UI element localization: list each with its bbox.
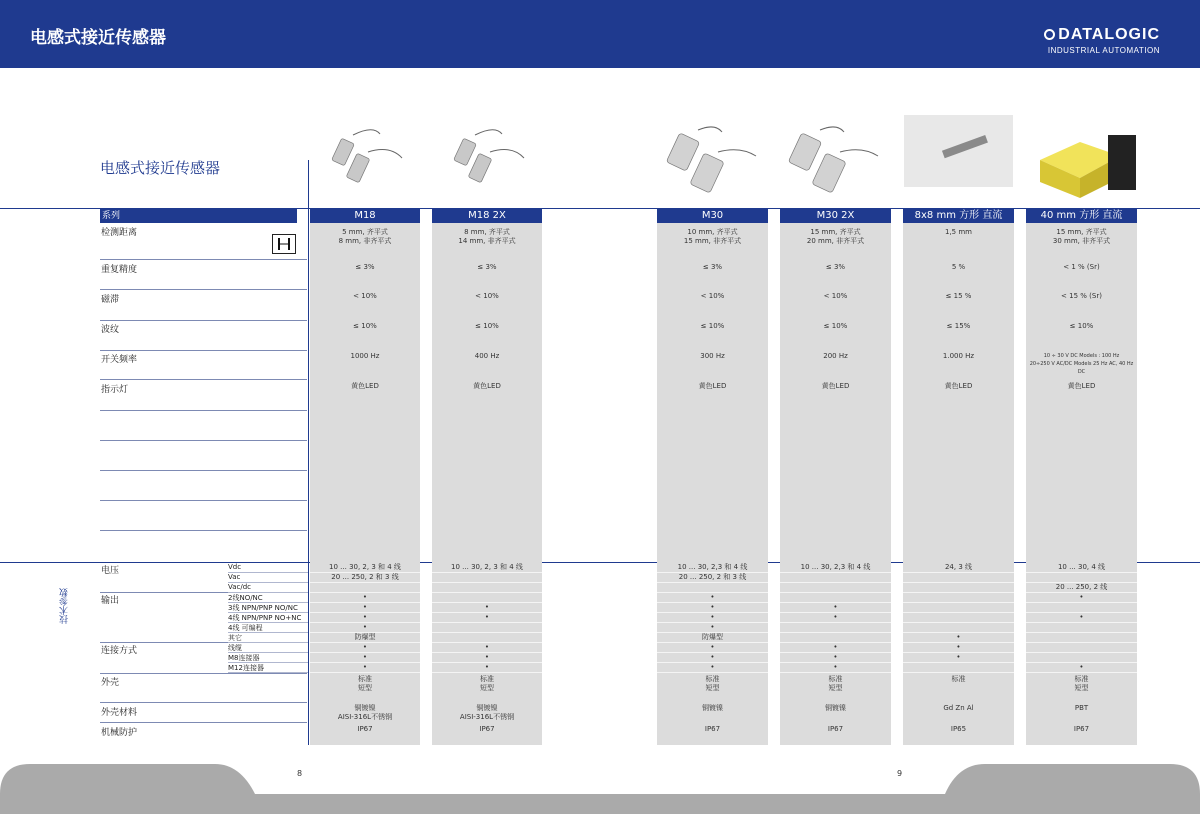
divider-middle	[0, 562, 1200, 563]
tech-cell	[1026, 573, 1137, 583]
tech-label-connection: 连接方式	[101, 646, 138, 656]
tech-cell	[657, 583, 768, 593]
tech-cell-material: 铜镀镍 AISI-316L不锈钢	[337, 704, 393, 721]
spec-cell-repeat: ≤ 3%	[825, 263, 846, 271]
tech-cell: •	[432, 643, 542, 653]
tech-cell: •	[310, 653, 420, 663]
logo-mark-icon	[1044, 29, 1055, 40]
tech-cell	[432, 633, 542, 643]
spec-cell-hyst: < 10%	[700, 292, 725, 300]
tech-cell-ip: IP67	[827, 725, 844, 733]
divider-vertical	[308, 160, 309, 745]
header-bar	[0, 0, 1200, 68]
tech-cell: •	[780, 643, 891, 653]
tech-cell-ip: IP67	[479, 725, 495, 733]
row-line	[100, 722, 307, 723]
tech-cell	[903, 623, 1014, 633]
tech-cell	[780, 573, 891, 583]
tech-cell: •	[903, 633, 1014, 643]
tech-cell-material: 铜镀镍	[825, 704, 846, 712]
spec-cell-ripple: ≤ 10%	[353, 322, 377, 330]
tech-cell: •	[1026, 613, 1137, 623]
tech-cell: •	[657, 643, 768, 653]
spec-cell-hyst: < 15 % (Sr)	[1061, 292, 1102, 300]
column-header: M30	[657, 209, 768, 223]
tech-cell	[1026, 633, 1137, 643]
product-image-m30-2x	[782, 118, 882, 203]
spec-cell-distance: 15 mm, 齐平式 20 mm, 非齐平式	[806, 228, 865, 245]
tech-cell: 10 ... 30, 2, 3 和 4 线	[310, 563, 420, 573]
spec-cell-freq: 10 ÷ 30 V DC Models : 100 Hz 20÷250 V AC/DC Models 25 Hz AC, 40 Hz DC	[1029, 353, 1134, 375]
tech-cell	[432, 573, 542, 583]
spec-cell-hyst: ≤ 15 %	[945, 292, 972, 300]
tech-cell: •	[657, 663, 768, 673]
page-number-left: 8	[297, 769, 303, 778]
row-label-frequency: 开关频率	[101, 355, 138, 365]
tech-sublabel: M12连接器	[228, 664, 264, 672]
tech-cell: •	[432, 613, 542, 623]
spec-cell-repeat: ≤ 3%	[702, 263, 723, 271]
spec-cell-freq: 1.000 Hz	[942, 352, 975, 360]
tech-cell: 10 ... 30, 2,3 和 4 线	[780, 563, 891, 573]
tech-cell	[903, 613, 1014, 623]
page-title: 电感式接近传感器	[30, 28, 166, 48]
tech-cell: 20 ... 250, 2 线	[1026, 583, 1137, 593]
tech-cell: •	[903, 643, 1014, 653]
tech-cell: •	[432, 603, 542, 613]
row-line	[100, 289, 307, 290]
tech-cell: •	[432, 663, 542, 673]
section-heading: 电感式接近传感器	[100, 159, 221, 177]
tech-label-material: 外壳材料	[101, 708, 138, 718]
row-line	[100, 470, 307, 471]
product-image-40mm	[1030, 120, 1140, 200]
tech-cell: •	[780, 653, 891, 663]
spec-cell-freq: 300 Hz	[700, 352, 725, 360]
tech-cell: 防爆型	[657, 633, 768, 643]
product-image-m18-2x	[440, 120, 530, 195]
tech-cell	[1026, 603, 1137, 613]
spec-cell-repeat: 5 %	[951, 263, 966, 271]
tech-cell	[903, 583, 1014, 593]
tech-cell	[432, 583, 542, 593]
spec-cell-ripple: ≤ 10%	[823, 322, 848, 330]
tech-cell: 防爆型	[310, 633, 420, 643]
tech-cell: 24, 3 线	[903, 563, 1014, 573]
spec-cell-ripple: ≤ 10%	[475, 322, 499, 330]
tech-cell-material: 铜镀镍	[702, 704, 723, 712]
tech-sublabel: 2线NO/NC	[228, 594, 263, 602]
spec-cell-led: 黄色LED	[473, 382, 501, 390]
tech-cell: •	[310, 623, 420, 633]
tech-cell	[903, 593, 1014, 603]
tech-cell-housing: 标准 短型	[828, 675, 843, 692]
row-line	[100, 379, 307, 380]
spec-cell-ripple: ≤ 10%	[1069, 322, 1094, 330]
column-header: M18	[310, 209, 420, 223]
spec-cell-distance: 15 mm, 齐平式 30 mm, 非齐平式	[1052, 228, 1111, 245]
tech-sublabel: 4线 可编程	[228, 624, 263, 632]
row-line	[100, 673, 307, 674]
spec-cell-distance: 1,5 mm	[945, 228, 972, 236]
column-header: 8x8 mm 方形 直流	[903, 209, 1014, 223]
tech-cell-ip: IP67	[357, 725, 373, 733]
spec-cell-repeat: ≤ 3%	[355, 263, 375, 271]
spec-cell-repeat: < 1 % (Sr)	[1063, 263, 1100, 271]
product-image-m30	[660, 118, 760, 203]
tech-subline	[228, 672, 308, 673]
row-label-distance: 检测距离	[101, 228, 138, 238]
tech-label-protection: 机械防护	[101, 728, 138, 738]
tech-cell: •	[310, 593, 420, 603]
column-header: M30 2X	[780, 209, 891, 223]
tech-label-voltage: 电压	[101, 566, 120, 576]
column-header: 40 mm 方形 直流	[1026, 209, 1137, 223]
tech-cell: 20 ... 250, 2 和 3 线	[657, 573, 768, 583]
tech-params-label: 技术参数	[60, 588, 70, 624]
spec-cell-led: 黄色LED	[821, 382, 850, 390]
tech-cell-housing: 标准 短型	[358, 675, 372, 692]
tech-sublabel: 3线 NPN/PNP NO/NC	[228, 604, 298, 612]
tech-label-housing: 外壳	[101, 678, 120, 688]
tech-cell: 10 ... 30, 2, 3 和 4 线	[432, 563, 542, 573]
bottom-decoration	[0, 760, 1200, 814]
tech-label-output: 输出	[101, 596, 120, 606]
tech-cell: •	[657, 613, 768, 623]
spec-cell-freq: 400 Hz	[474, 352, 500, 360]
spec-cell-ripple: ≤ 10%	[700, 322, 725, 330]
tech-cell-material: Gd Zn Al	[943, 704, 974, 712]
row-label-hysteresis: 磁滞	[101, 295, 120, 305]
tech-cell	[1026, 653, 1137, 663]
row-line	[100, 320, 307, 321]
tech-cell	[780, 633, 891, 643]
spec-cell-distance: 8 mm, 齐平式 14 mm, 非齐平式	[458, 228, 516, 245]
tech-cell	[432, 623, 542, 633]
spec-cell-hyst: < 10%	[353, 292, 377, 300]
tech-cell	[780, 583, 891, 593]
series-label: 系列	[100, 209, 297, 223]
tech-cell-housing: 标准 短型	[1074, 675, 1089, 692]
tech-cell-housing: 标准	[951, 675, 966, 683]
row-line	[100, 259, 307, 260]
tech-cell: •	[310, 643, 420, 653]
tech-cell: •	[657, 593, 768, 603]
tech-sublabel: M8连接器	[228, 654, 260, 662]
row-label-ripple: 波纹	[101, 325, 120, 335]
row-line	[100, 410, 307, 411]
tech-cell: •	[780, 613, 891, 623]
tech-sublabel: Vdc	[228, 563, 242, 571]
spec-cell-distance: 10 mm, 齐平式 15 mm, 非齐平式	[683, 228, 742, 245]
tech-sublabel: Vac	[228, 573, 241, 581]
row-line	[100, 702, 307, 703]
spec-cell-ripple: ≤ 15%	[946, 322, 971, 330]
tech-cell: •	[657, 603, 768, 613]
tech-cell: •	[1026, 593, 1137, 603]
tech-sublabel: 线缆	[228, 644, 242, 652]
spec-cell-led: 黄色LED	[944, 382, 973, 390]
tech-cell-material: 铜镀镍 AISI-316L不锈钢	[459, 704, 515, 721]
row-line	[100, 530, 307, 531]
tech-cell: •	[310, 613, 420, 623]
product-image-m18	[318, 120, 408, 195]
tech-cell: •	[657, 623, 768, 633]
tech-cell	[1026, 623, 1137, 633]
brand-logo	[1044, 26, 1160, 55]
tech-cell	[903, 603, 1014, 613]
page-number-right: 9	[897, 769, 903, 778]
row-label-repeat: 重复精度	[101, 265, 138, 275]
brand-name: DATALOGIC	[1058, 26, 1160, 43]
sensing-distance-icon	[272, 234, 296, 254]
tech-cell-ip: IP67	[704, 725, 721, 733]
row-line	[100, 350, 307, 351]
spec-cell-freq: 200 Hz	[823, 352, 848, 360]
product-image-8x8	[904, 115, 1013, 187]
tech-cell	[903, 573, 1014, 583]
spec-cell-hyst: < 10%	[475, 292, 499, 300]
tech-cell: •	[310, 663, 420, 673]
spec-cell-led: 黄色LED	[1067, 382, 1096, 390]
tech-cell	[780, 623, 891, 633]
row-line	[100, 500, 307, 501]
tech-cell: •	[903, 653, 1014, 663]
row-line	[100, 440, 307, 441]
brand-subtitle: INDUSTRIAL AUTOMATION	[1047, 46, 1160, 55]
spec-cell-repeat: ≤ 3%	[477, 263, 497, 271]
tech-cell-housing: 标准 短型	[480, 675, 494, 692]
tech-cell: •	[310, 603, 420, 613]
spec-cell-hyst: < 10%	[823, 292, 848, 300]
spec-cell-freq: 1000 Hz	[350, 352, 380, 360]
tech-cell: 10 ... 30, 4 线	[1026, 563, 1137, 573]
tech-cell	[1026, 643, 1137, 653]
tech-sublabel: 其它	[228, 634, 242, 642]
tech-cell: •	[780, 663, 891, 673]
row-label-led: 指示灯	[101, 385, 129, 395]
column-header: M18 2X	[432, 209, 542, 223]
tech-cell: 10 ... 30, 2,3 和 4 线	[657, 563, 768, 573]
tech-cell-ip: IP67	[1073, 725, 1090, 733]
tech-cell	[780, 593, 891, 603]
spec-cell-distance: 5 mm, 齐平式 8 mm, 非齐平式	[338, 228, 392, 245]
tech-sublabel: 4线 NPN/PNP NO+NC	[228, 614, 302, 622]
tech-cell	[432, 593, 542, 603]
tech-cell	[310, 583, 420, 593]
spec-cell-led: 黄色LED	[698, 382, 727, 390]
tech-cell-ip: IP65	[950, 725, 967, 733]
spec-cell-led: 黄色LED	[351, 382, 379, 390]
tech-cell: •	[780, 603, 891, 613]
tech-cell-material: PBT	[1074, 704, 1089, 712]
tech-sublabel: Vac/dc	[228, 583, 252, 591]
tech-cell: •	[1026, 663, 1137, 673]
tech-cell: 20 ... 250, 2 和 3 线	[310, 573, 420, 583]
tech-cell	[903, 663, 1014, 673]
tech-cell: •	[432, 653, 542, 663]
tech-cell-housing: 标准 短型	[705, 675, 720, 692]
tech-cell: •	[657, 653, 768, 663]
